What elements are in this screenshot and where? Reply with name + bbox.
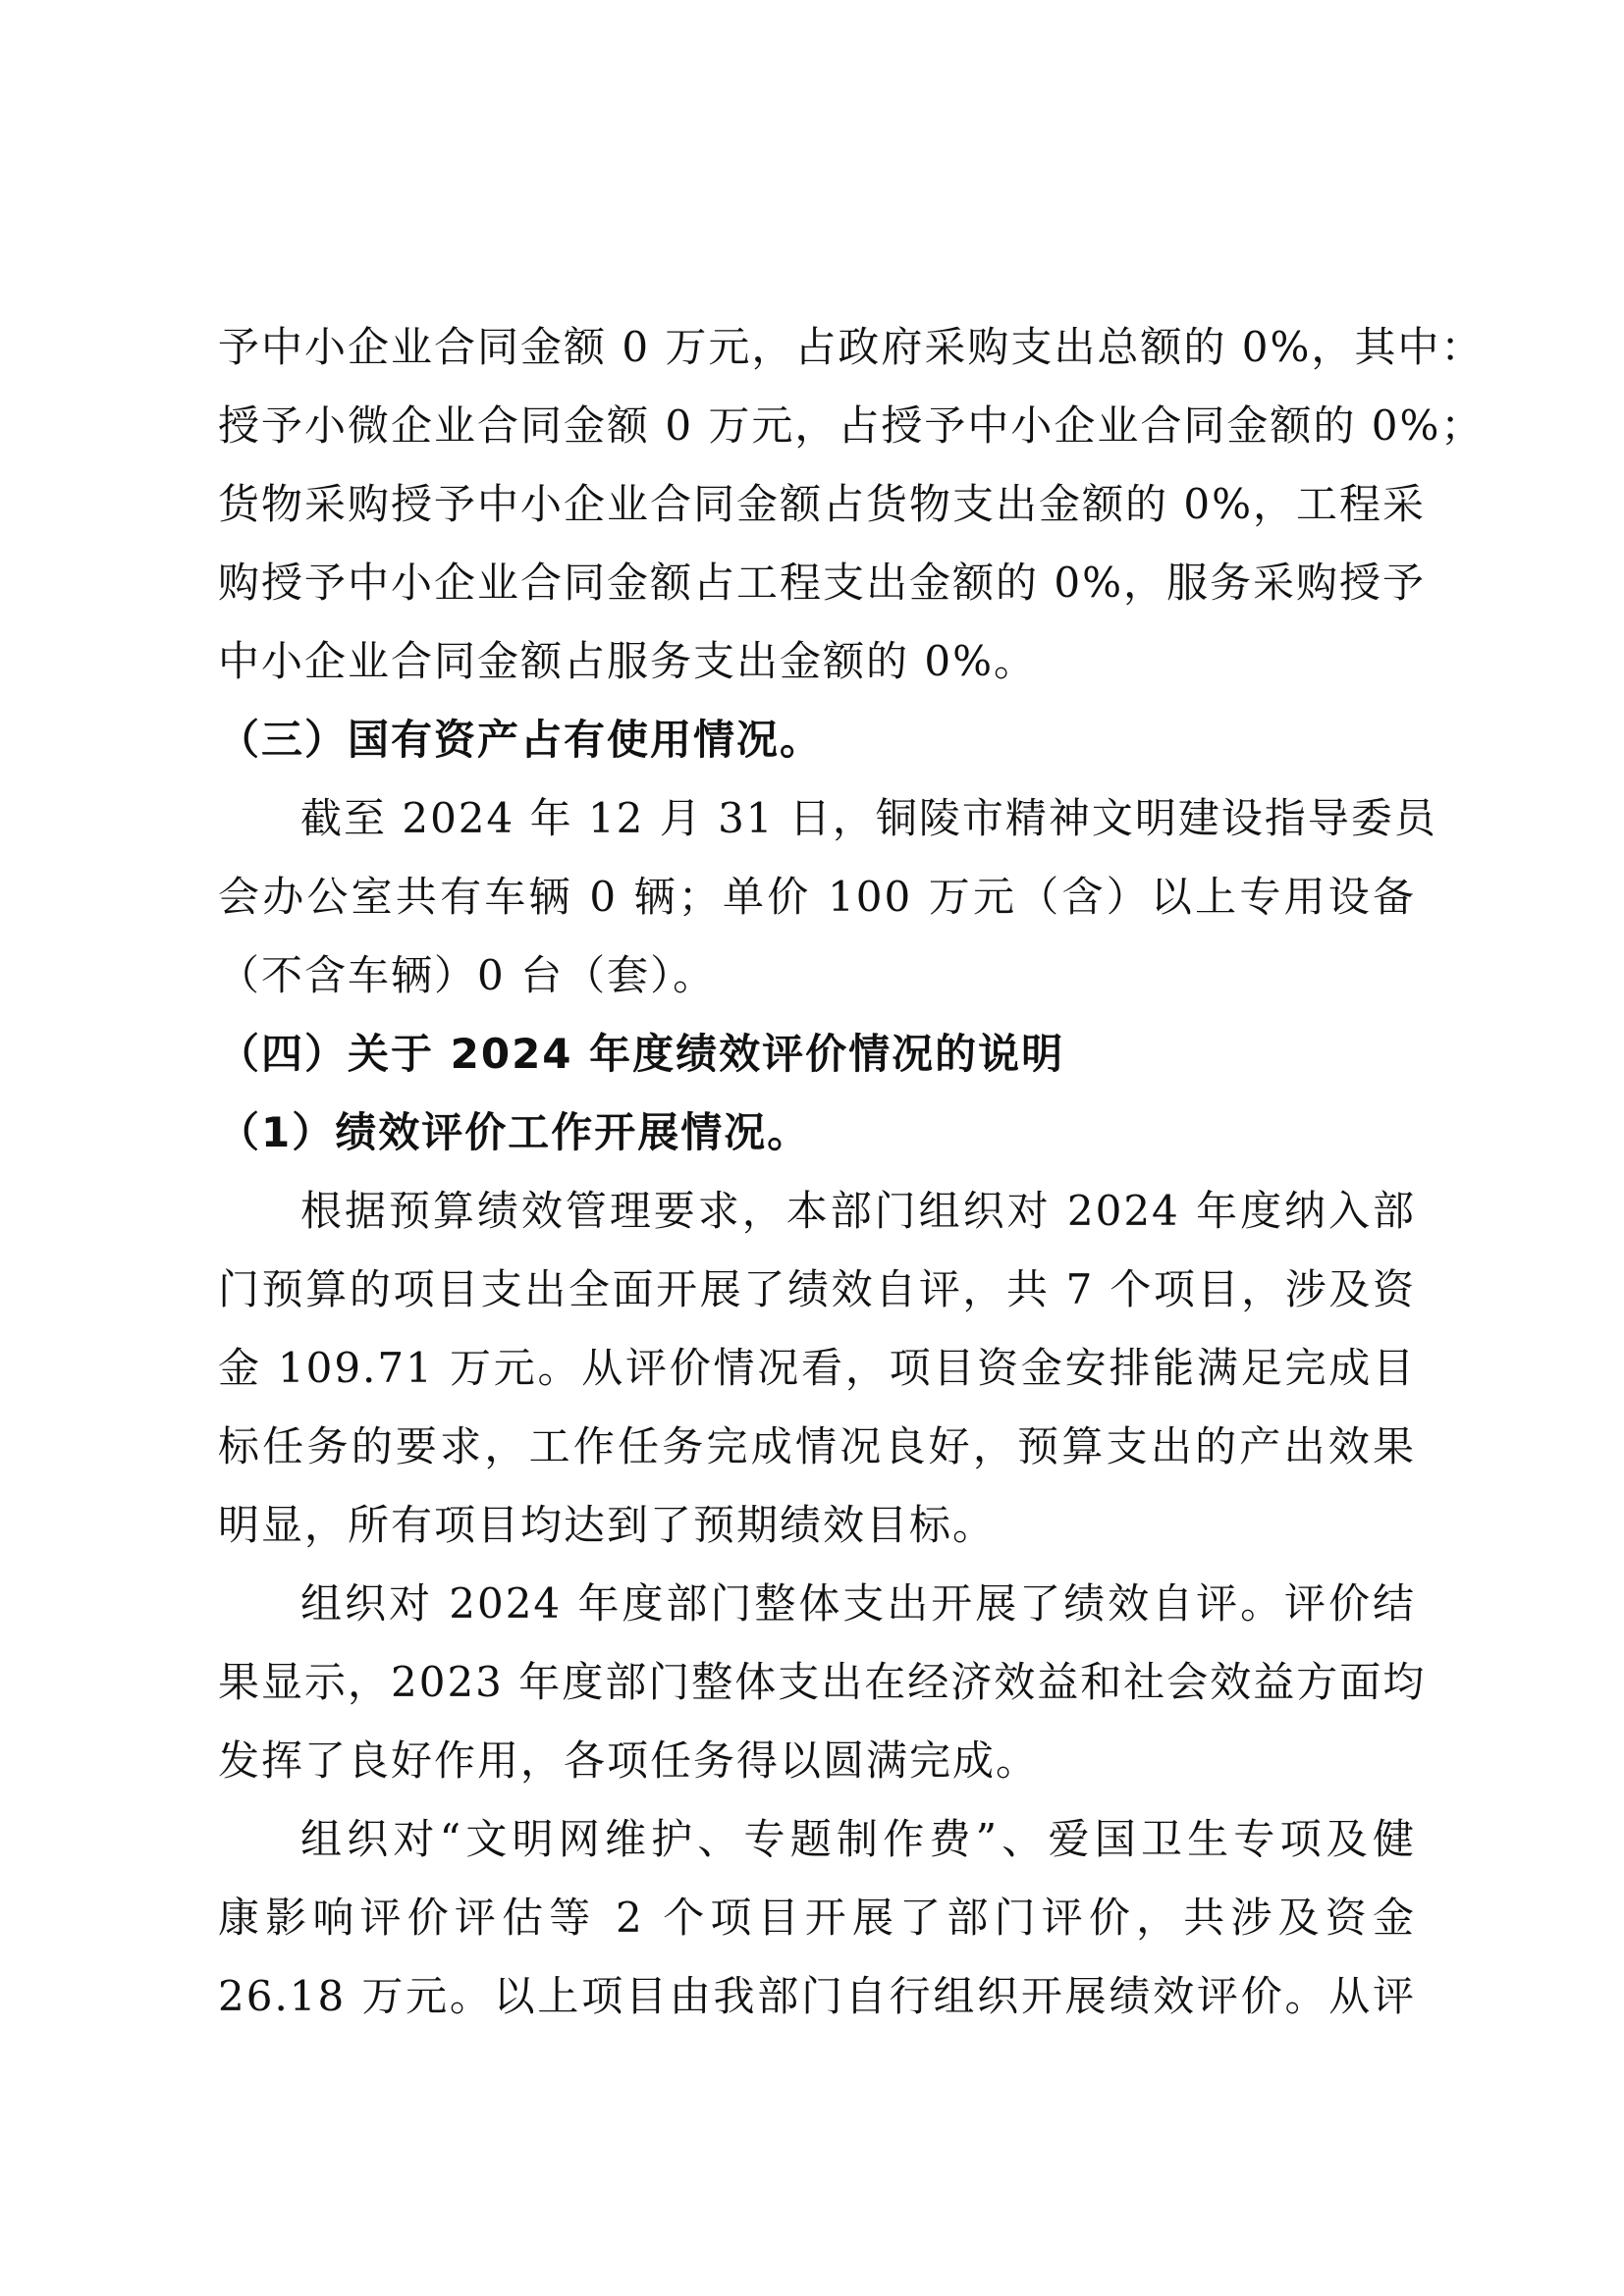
text-line: 金 109.71 万元。从评价情况看，项目资金安排能满足完成目 [218,1344,1416,1392]
subsection-heading: （1）绩效评价工作开展情况。 [218,1108,811,1156]
text-line: （不含车辆）0 台（套）。 [218,951,717,999]
text-line: 根据预算绩效管理要求，本部门组织对 2024 年度纳入部 [300,1187,1416,1235]
text-line: 门预算的项目支出全面开展了绩效自评，共 7 个项目，涉及资 [218,1265,1416,1313]
section-heading: （三）国有资产占有使用情况。 [218,716,824,764]
text-line: 康影响评价评估等 2 个项目开展了部门评价，共涉及资金 [218,1894,1416,1942]
text-line: 予中小企业合同金额 0 万元，占政府采购支出总额的 0%，其中： [218,323,1485,371]
text-line: 组织对“文明网维护、专题制作费”、爱国卫生专项及健 [300,1815,1416,1863]
text-line: 明显，所有项目均达到了预期绩效目标。 [218,1501,997,1549]
text-line: 截至 2024 年 12 月 31 日，铜陵市精神文明建设指导委员 [300,794,1437,842]
text-line: 组织对 2024 年度部门整体支出开展了绩效自评。评价结 [300,1579,1416,1628]
text-line: 果显示，2023 年度部门整体支出在经济效益和社会效益方面均 [218,1658,1427,1706]
text-line: 中小企业合同金额占服务支出金额的 0%。 [218,637,1037,685]
text-line: 购授予中小企业合同金额占工程支出金额的 0%，服务采购授予 [218,559,1426,607]
text-line: 会办公室共有车辆 0 辆；单价 100 万元（含）以上专用设备 [218,873,1416,921]
text-line: 标任务的要求，工作任务完成情况良好，预算支出的产出效果 [218,1422,1416,1470]
text-line: 26.18 万元。以上项目由我部门自行组织开展绩效评价。从评 [218,1972,1416,2020]
text-line: 授予小微企业合同金额 0 万元，占授予中小企业合同金额的 0%； [218,401,1485,450]
text-line: 发挥了良好作用，各项任务得以圆满完成。 [218,1736,1040,1785]
section-heading: （四）关于 2024 年度绩效评价情况的说明 [218,1030,1065,1078]
text-line: 货物采购授予中小企业合同金额占货物支出金额的 0%，工程采 [218,480,1426,528]
